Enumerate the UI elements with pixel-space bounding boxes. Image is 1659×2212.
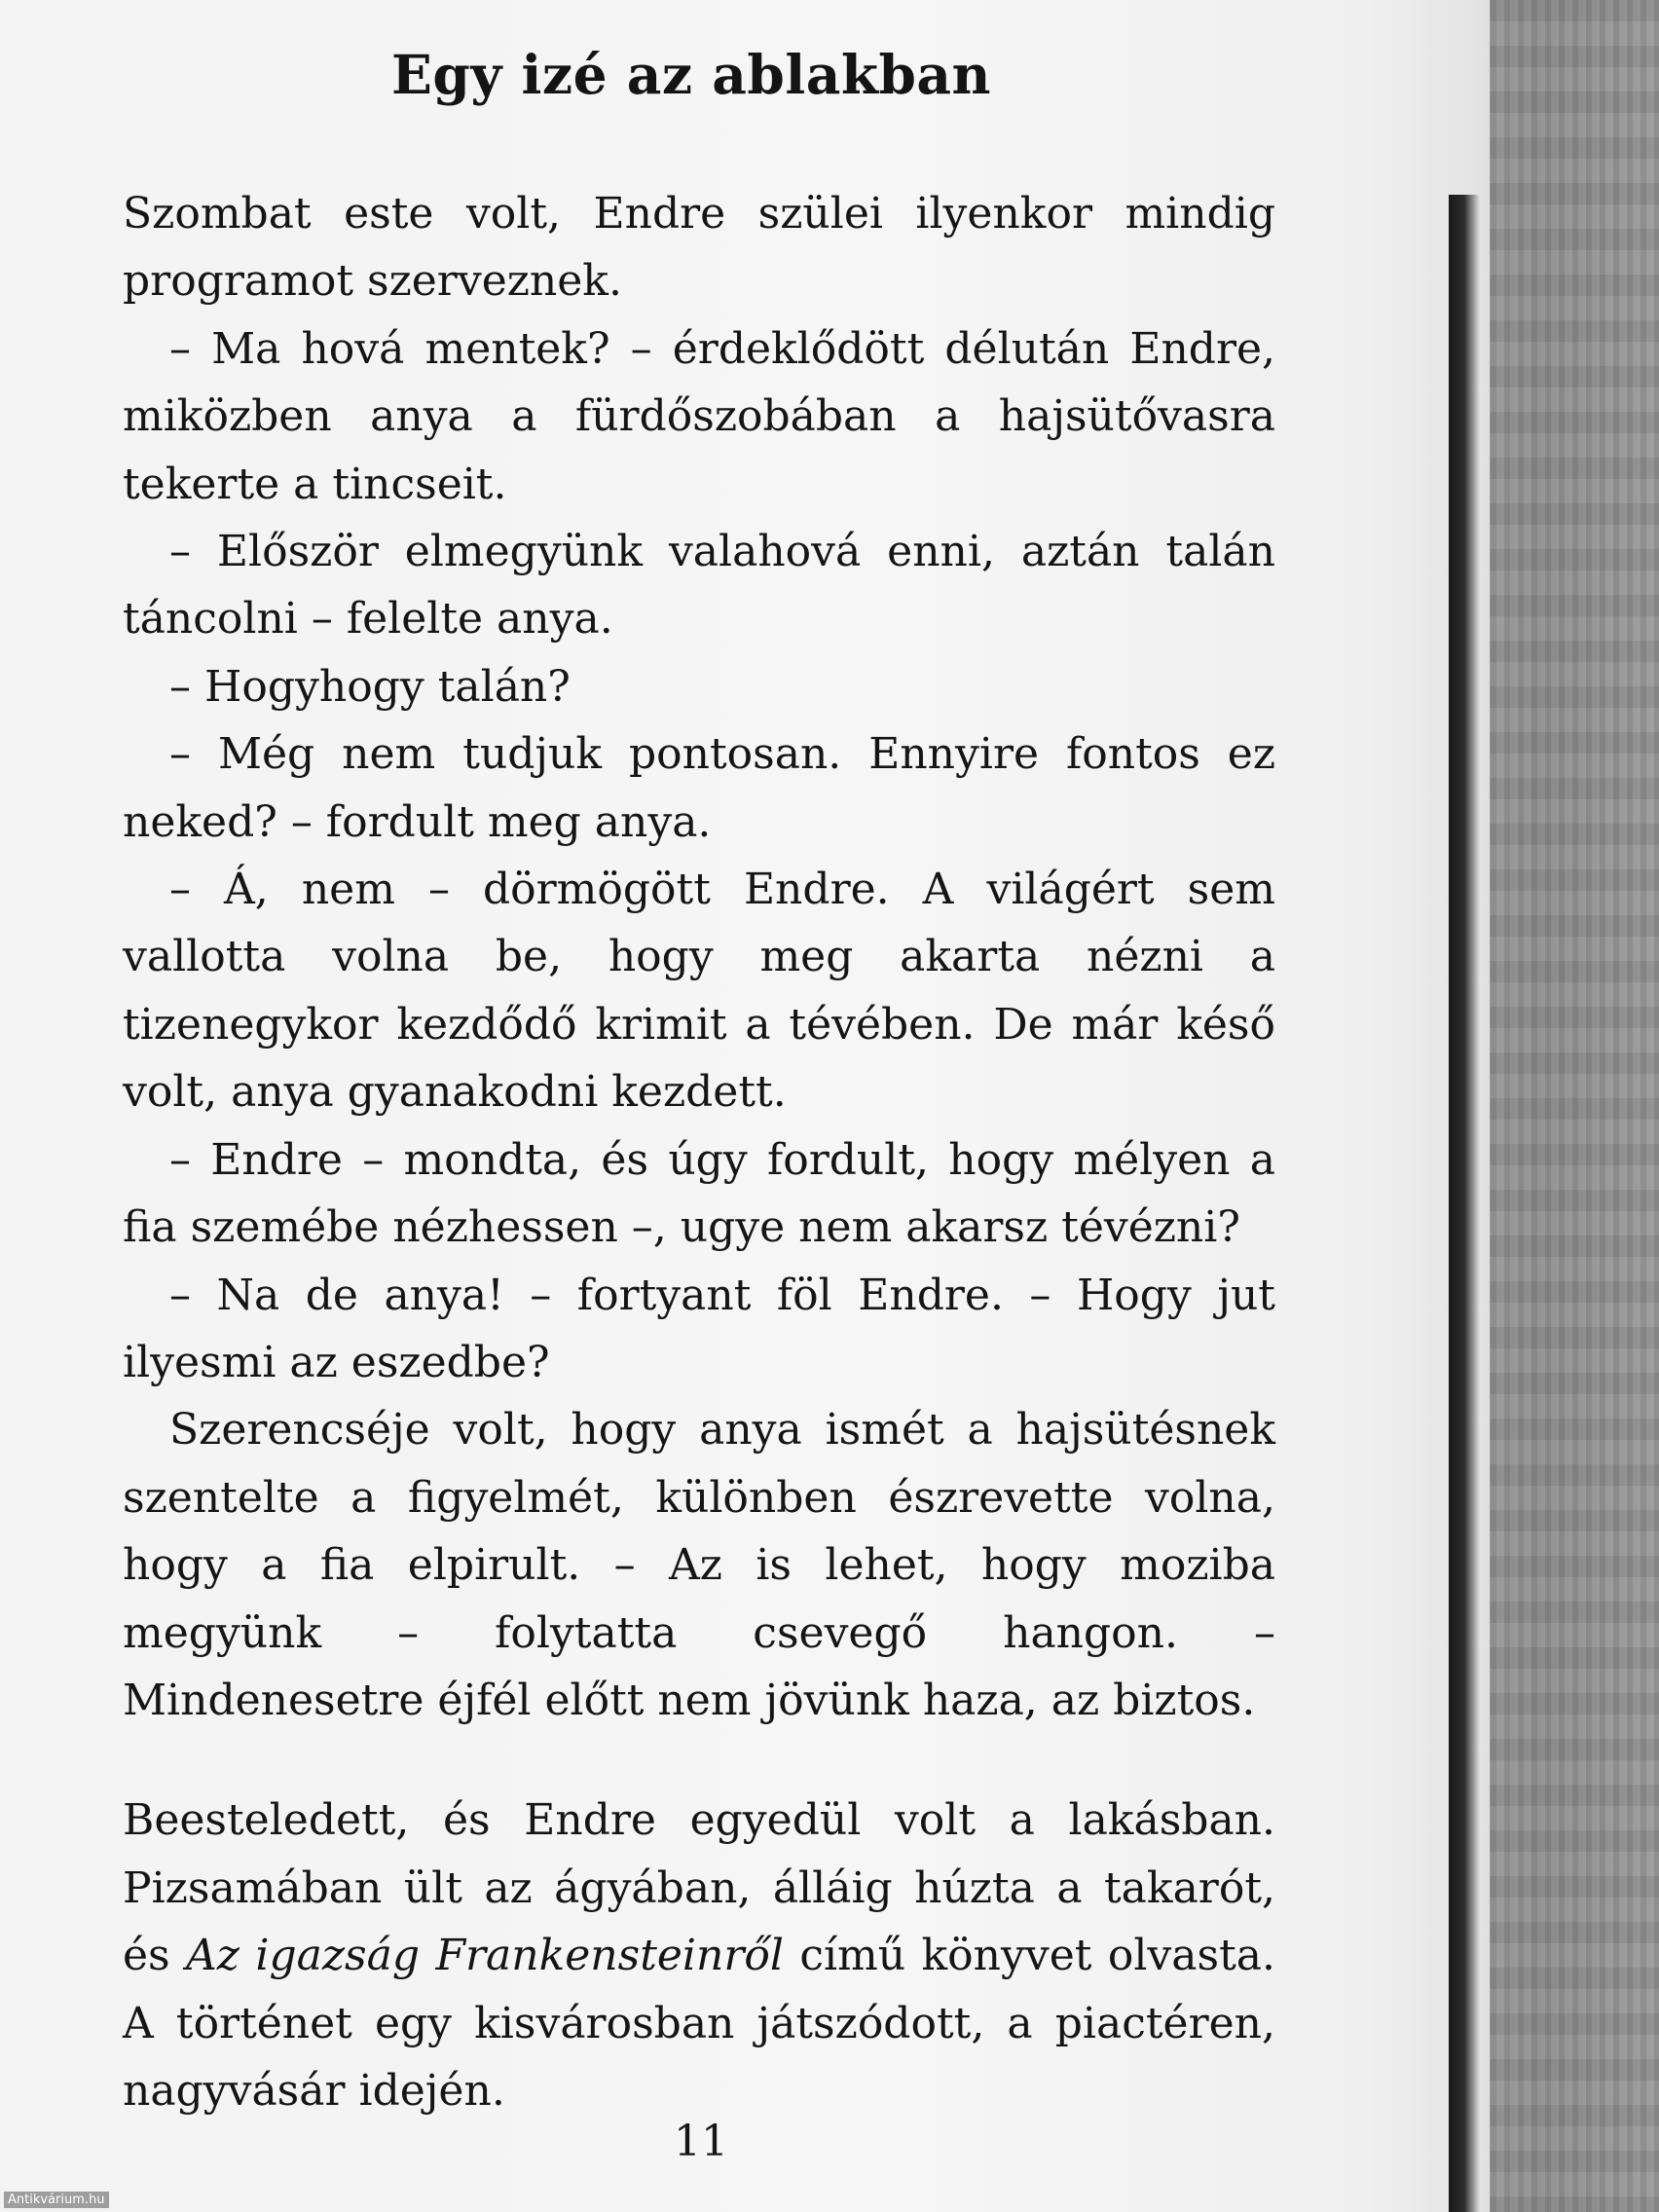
paragraph-3 [123, 518, 1275, 653]
paragraph-text: – Hogyhogy talán? [169, 661, 571, 712]
page-number: 11 [674, 2117, 728, 2166]
paragraph-10 [123, 1787, 1275, 2124]
paragraph-9 [123, 1396, 1275, 1734]
wooden-desk-background [1460, 0, 1659, 2212]
section-break [123, 1734, 1275, 1787]
paragraph-7 [123, 1126, 1275, 1262]
paragraph-4 [123, 653, 1275, 720]
paragraph-text: – Endre – mondta, és úgy fordult, hogy mélyen a fia szemébe nézhessen –, ugye nem akarsz tévézni? [123, 1134, 1275, 1253]
paragraph-8 [123, 1262, 1275, 1397]
paragraph-text: – Á, nem – dörmögött Endre. A világért sem vallotta volna be, hogy meg akarta nézni a tizenegykor kezdődő krimit a tévében. De már késő volt, anya gyanakodni kezdett. [123, 865, 1275, 1118]
body-text [123, 180, 1275, 2124]
paragraph-1 [123, 180, 1275, 315]
page-edge-shadow [1449, 195, 1480, 2212]
paragraph-text: Beesteledett, és Endre egyedül volt a lakásban. Pizsamában ült az ágyában, álláig húzta a takarót, és [123, 1795, 1275, 1981]
paragraph-6 [123, 856, 1275, 1126]
book-title-italic: Az igazság Frankensteinről [186, 1931, 784, 1981]
paragraph-text: című könyvet olvasta. A történet egy kisvárosban játszódott, a piactéren, nagyvásár idején. [123, 1931, 1275, 2116]
paragraph-text: – Még nem tudjuk pontosan. Ennyire fontos ez neked? – fordult meg anya. [123, 729, 1275, 847]
watermark: Antikvárium.hu [4, 2192, 109, 2208]
paragraph-text: – Na de anya! – fortyant föl Endre. – Hogy jut ilyesmi az eszedbe? [123, 1270, 1275, 1387]
paragraph-2 [123, 315, 1275, 518]
paragraph-text: Szerencséje volt, hogy anya ismét a hajsütésnek szentelte a figyelmét, különben észrevette volna, hogy a fia elpirult. – Az is lehet, hogy moziba megyünk – folytatta csevegő hangon. – Mindenesetre éjfél előtt nem jövünk haza, az biztos. [123, 1405, 1275, 1725]
paragraph-text: – Először elmegyünk valahová enni, aztán talán táncolni – felelte anya. [123, 527, 1275, 645]
paragraph-5 [123, 720, 1275, 856]
paragraph-text: Szombat este volt, Endre szülei ilyenkor mindig programot szerveznek. [123, 189, 1275, 307]
chapter-title: Egy izé az ablakban [390, 43, 992, 106]
paragraph-text: – Ma hová mentek? – érdeklődött délután Endre, miközben anya a fürdőszobában a hajsütővasra tekerte a tincseit. [123, 323, 1275, 509]
